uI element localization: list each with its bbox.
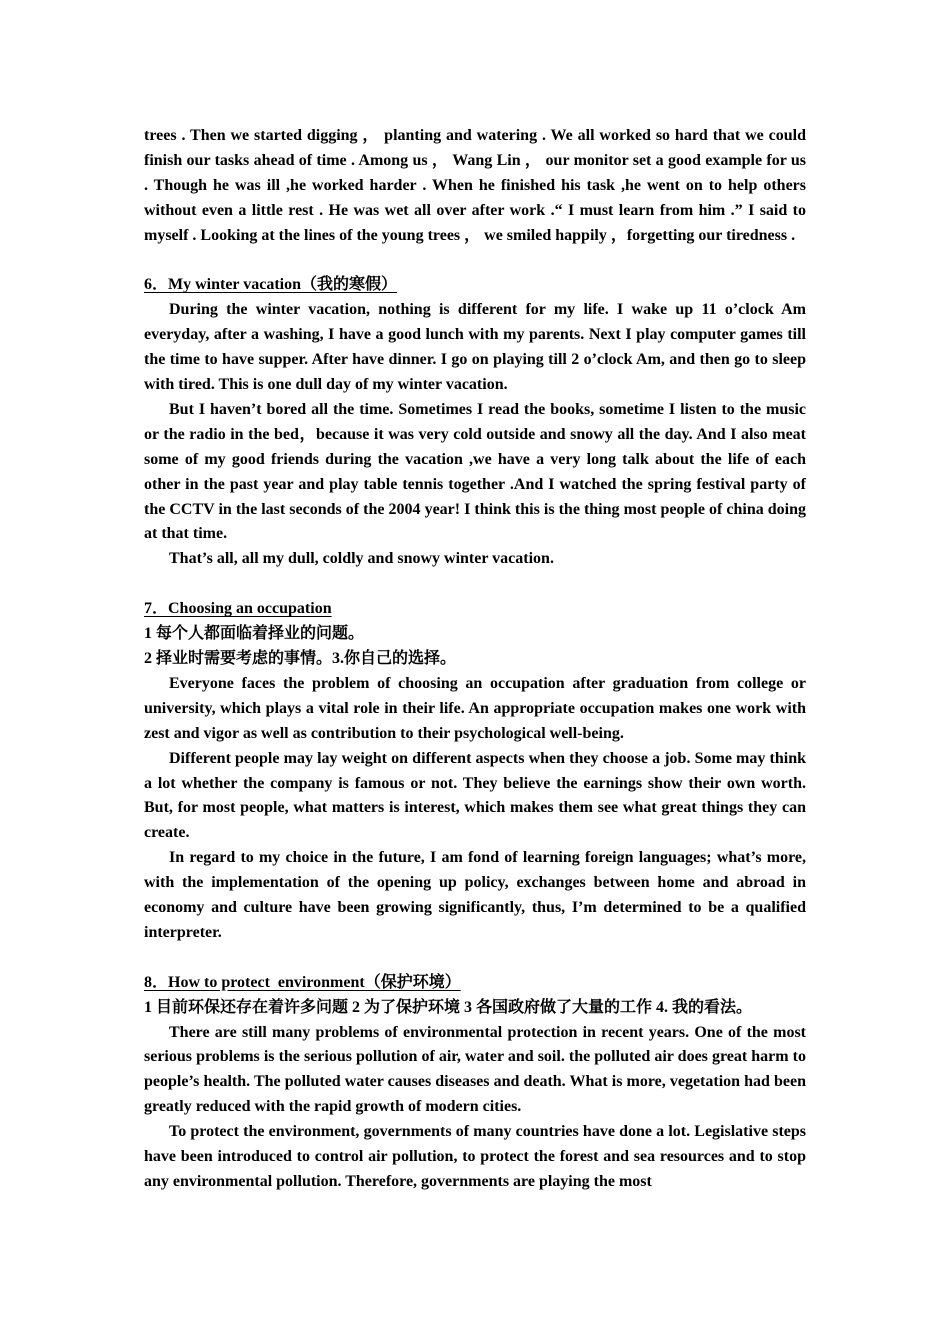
section-7-paragraph: In regard to my choice in the future, I am fond of learning foreign languages; what’s more, with the implementation of the opening up policy, exchanges between home and abroad in economy and culture have been growing significantly, thus, I’m determined to be a qualified interpreter. xyxy=(144,849,806,941)
intro-paragraph: trees . Then we started digging ， planting and watering . We all worked so hard that we could finish our tasks ahead of time . Among us ， Wang Lin ， our monitor set a good example for us . Though he was ill ,he worked harder . When he finished his task ,he went on to help others without even a little rest . He was wet all over after work .“ I must learn from him .” I said to myself . Looking at the lines of the young trees ， we smiled happily ，forgetting our tiredness . xyxy=(144,127,806,244)
section-7-outline: 2 择业时需要考虑的事情。3.你自己的选择。 xyxy=(144,650,457,667)
section-6-paragraph: That’s all, all my dull, coldly and snowy winter vacation. xyxy=(169,550,554,568)
section-7-outline: 1 每个人都面临着择业的问题。 xyxy=(144,625,365,643)
document-page xyxy=(144,124,806,1195)
section-8-paragraph: There are still many problems of environmental protection in recent years. One of the most serious problems is the serious pollution of air, water and soil. the polluted air does great harm to people’s health. The polluted water causes diseases and death. What is more, vegetation had been greatly reduced with the rapid growth of modern cities. xyxy=(144,1023,806,1116)
section-6-heading: 6．My winter vacation（我的寒假） xyxy=(144,276,398,294)
spacer xyxy=(144,249,806,274)
section-7-heading: 7．Choosing an occupation xyxy=(144,600,332,618)
section-7-paragraph: Everyone faces the problem of choosing an occupation after graduation from college or university, which plays a vital role in their life. An appropriate occupation makes one work with zest and vigor as well as contribution to their psychological well-being. xyxy=(144,674,806,742)
section-8-heading: 8．How to protect environment（保护环境） xyxy=(144,973,461,991)
section-7-paragraph: Different people may lay weight on different aspects when they choose a job. Some may think a lot whether the company is famous or not. They believe the earnings show their own worth. But, for most people, what matters is interest, which makes them see what great things they can create. xyxy=(144,749,806,842)
section-8-paragraph: To protect the environment, governments of many countries have done a lot. Legislative steps have been introduced to control air pollution, to protect the forest and sea resources and to stop any environmental pollution. Therefore, governments are playing the most xyxy=(144,1123,806,1191)
spacer xyxy=(144,572,806,597)
section-6-paragraph: But I haven’t bored all the time. Sometimes I read the books, sometime I listen to the music or the radio in the bed，because it was very cold outside and snowy all the day. And I also meat some of my good friends during the vacation ,we have a very long talk about the life of each other in the past year and play table tennis together .And I watched the spring festival party of the CCTV in the last seconds of the 2004 year! I think this is the thing most people of china doing at that time. xyxy=(144,400,806,543)
section-6-paragraph: During the winter vacation, nothing is different for my life. I wake up 11 o’clock Am everyday, after a washing, I have a good lunch with my parents. Next I play computer games till the time to have supper. After have dinner. I go on playing till 2 o’clock Am, and then go to sleep with tired. This is one dull day of my winter vacation. xyxy=(144,301,806,394)
section-8-outline: 1 目前环保还存在着许多问题 2 为了保护环境 3 各国政府做了大量的工作 4. 我的看法。 xyxy=(144,998,753,1016)
spacer xyxy=(144,946,806,971)
